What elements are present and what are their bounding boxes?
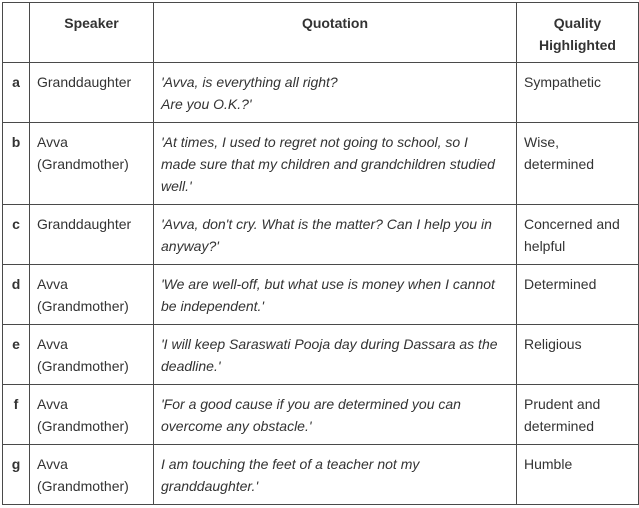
quality-line: Humble <box>524 456 573 472</box>
speaker-line: Avva <box>37 276 68 292</box>
row-quality <box>517 205 639 265</box>
row-quotation <box>154 123 517 205</box>
table-row <box>3 63 639 123</box>
table-row <box>3 445 639 505</box>
quotation-line: I am touching the feet of a teacher not my <box>161 456 420 472</box>
table-row <box>3 265 639 325</box>
table-row <box>3 325 639 385</box>
row-speaker <box>30 385 154 445</box>
quality-line: Wise, determined <box>524 134 595 172</box>
speaker-line: Avva <box>37 134 68 150</box>
table-row <box>3 205 639 265</box>
row-quality <box>517 123 639 205</box>
header-quotation: Quotation <box>154 3 517 63</box>
row-letter: g <box>3 445 30 505</box>
header-quality <box>517 3 639 63</box>
row-letter: a <box>3 63 30 123</box>
table-row <box>3 385 639 445</box>
quotation-line: 'I will keep Saraswati Pooja day during Dassara as the <box>161 336 498 352</box>
quality-line: Religious <box>524 336 582 352</box>
quotation-line: 'Avva, don't cry. What is the matter? Can I help you in <box>161 216 492 232</box>
quality-line: Concerned and <box>524 216 620 232</box>
row-speaker <box>30 265 154 325</box>
speaker-line: (Grandmother) <box>37 156 129 172</box>
quotation-line: 'We are well-off, but what use is money when I cannot <box>161 276 495 292</box>
row-speaker <box>30 445 154 505</box>
row-speaker <box>30 123 154 205</box>
quality-line: Determined <box>524 276 597 292</box>
row-letter: f <box>3 385 30 445</box>
speaker-line: (Grandmother) <box>37 298 129 314</box>
row-quality <box>517 63 639 123</box>
row-letter: b <box>3 123 30 205</box>
speaker-line: (Grandmother) <box>37 418 129 434</box>
row-letter: d <box>3 265 30 325</box>
row-quotation <box>154 265 517 325</box>
quotation-line: be independent.' <box>161 298 265 314</box>
quotation-line: well.' <box>161 178 192 194</box>
speaker-line: Granddaughter <box>37 216 132 232</box>
speaker-line: (Grandmother) <box>37 358 129 374</box>
row-speaker <box>30 63 154 123</box>
row-quotation <box>154 63 517 123</box>
table-row <box>3 123 639 205</box>
quality-line: Sympathetic <box>524 74 602 90</box>
speaker-line: Granddaughter <box>37 74 132 90</box>
row-letter: c <box>3 205 30 265</box>
row-speaker <box>30 325 154 385</box>
quality-line: Prudent and <box>524 396 601 412</box>
header-quality-line: Highlighted <box>539 37 616 53</box>
row-speaker <box>30 205 154 265</box>
row-quotation <box>154 205 517 265</box>
quotation-line: overcome any obstacle.' <box>161 418 312 434</box>
row-quotation <box>154 325 517 385</box>
quality-line: helpful <box>524 238 566 254</box>
quotation-line: 'At times, I used to regret not going to school, so I <box>161 134 468 150</box>
row-quality <box>517 445 639 505</box>
quotation-line: 'Avva, is everything all right? <box>161 74 338 90</box>
header-letter <box>3 3 30 63</box>
row-letter: e <box>3 325 30 385</box>
quotation-line: Are you O.K.?' <box>161 96 252 112</box>
quotation-line: anyway?' <box>161 238 219 254</box>
header-row <box>3 3 639 63</box>
row-quality <box>517 325 639 385</box>
speaker-line: (Grandmother) <box>37 478 129 494</box>
row-quality <box>517 385 639 445</box>
quotation-line: granddaughter.' <box>161 478 259 494</box>
header-quality-line: Quality <box>553 15 602 31</box>
row-quality <box>517 265 639 325</box>
speaker-line: Avva <box>37 396 68 412</box>
quotation-line: made sure that my children and grandchildren studied <box>161 156 495 172</box>
row-quotation <box>154 385 517 445</box>
speaker-line: Avva <box>37 336 68 352</box>
quality-line: determined <box>524 418 595 434</box>
speaker-line: Avva <box>37 456 68 472</box>
header-speaker: Speaker <box>30 3 154 63</box>
quotation-table <box>2 2 639 505</box>
row-quotation <box>154 445 517 505</box>
quotation-line: 'For a good cause if you are determined you can <box>161 396 461 412</box>
quotation-line: deadline.' <box>161 358 221 374</box>
